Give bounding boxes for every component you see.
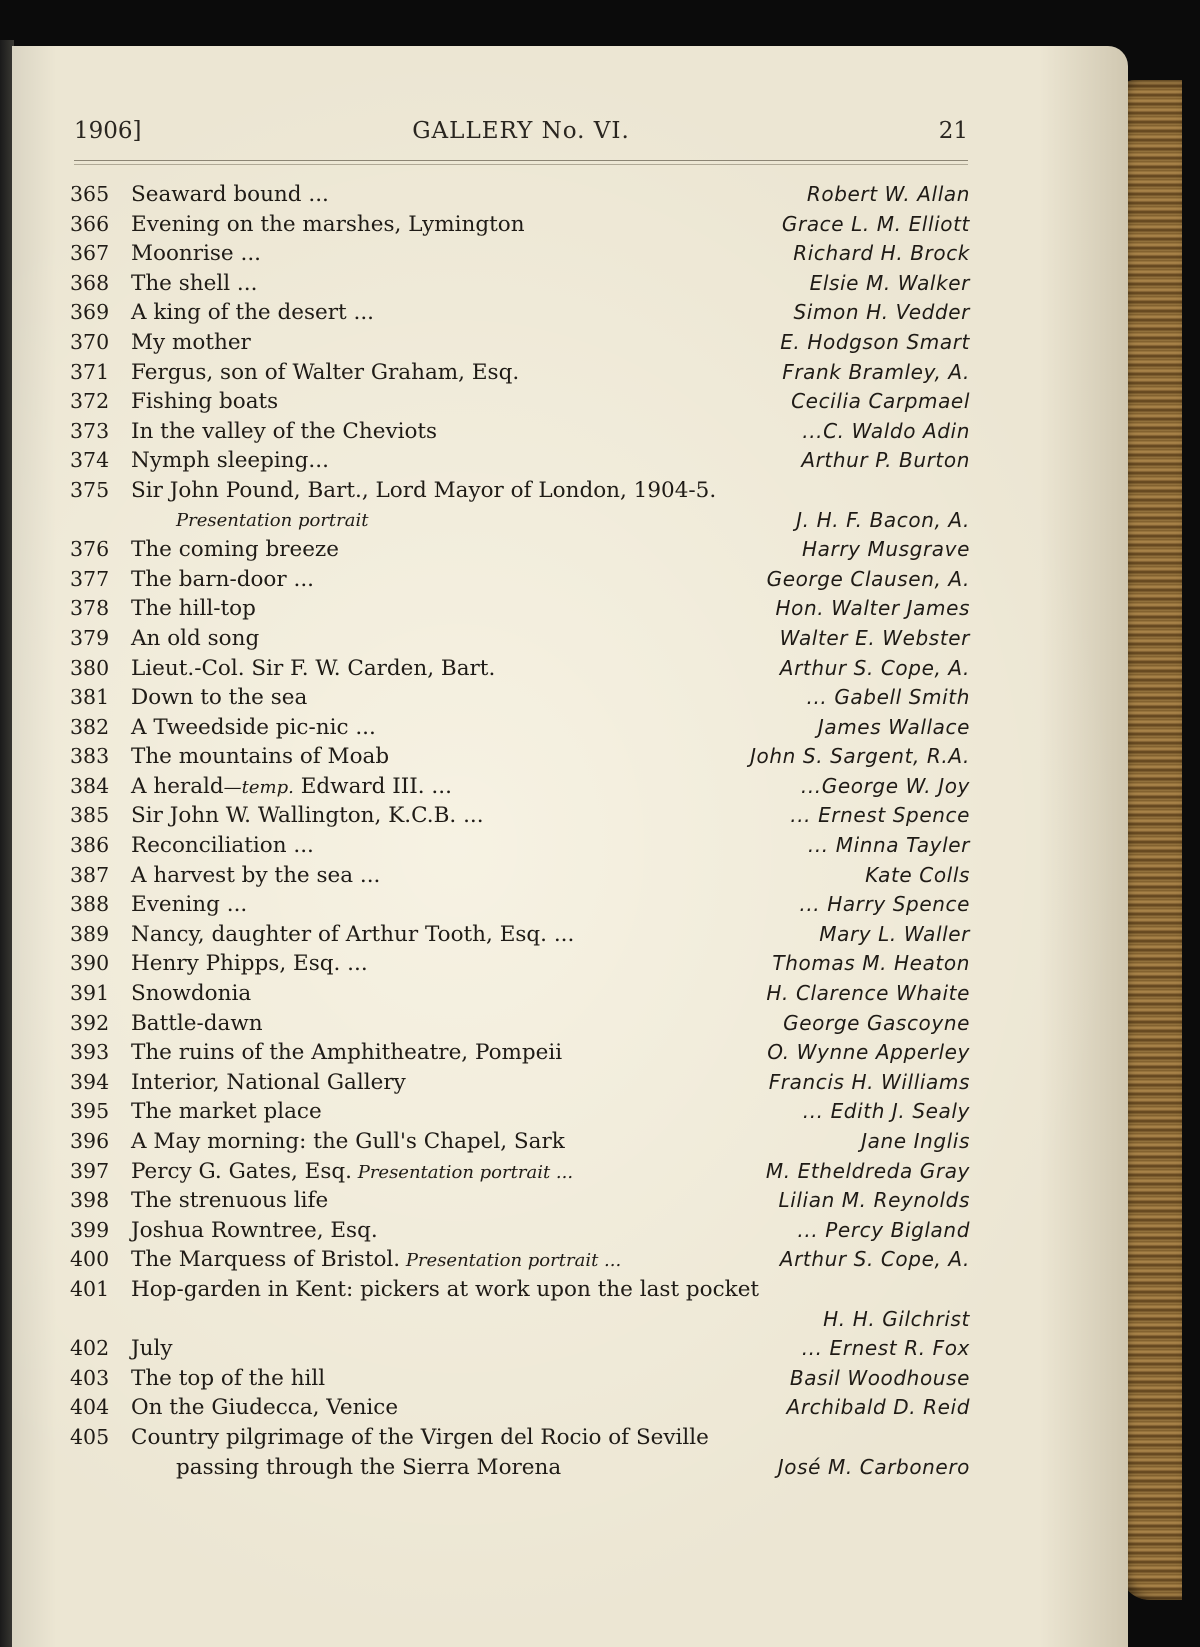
- entry-title: Evening ...: [131, 892, 248, 918]
- catalogue-list: [70, 180, 970, 1482]
- list-item: [70, 1364, 970, 1394]
- entry-title: The hill-top: [131, 596, 256, 622]
- list-item: [70, 417, 970, 447]
- list-item: [70, 1157, 970, 1187]
- entry-subtitle: passing through the Sierra Morena: [176, 1454, 562, 1480]
- list-item: [70, 358, 970, 388]
- entry-artist: Arthur P. Burton: [801, 448, 970, 473]
- entry-title-italic: Presentation portrait ...: [351, 1161, 574, 1183]
- entry-artist: Kate Colls: [865, 862, 970, 887]
- entry-title: Country pilgrimage of the Virgen del Rocio of Seville: [131, 1424, 709, 1450]
- list-item: [70, 890, 970, 920]
- entry-artist: ... Harry Spence: [799, 892, 970, 917]
- list-item: [70, 535, 970, 565]
- entry-artist: Robert W. Allan: [806, 182, 970, 206]
- entry-title: Snowdonia: [131, 981, 252, 1007]
- entry-number: 377: [70, 566, 110, 591]
- header-title: GALLERY No. VI.: [412, 118, 630, 144]
- entry-artist: O. Wynne Apperley: [767, 1040, 970, 1065]
- entry-title: Sir John W. Wallington, K.C.B. ...: [131, 803, 484, 829]
- entry-number: 379: [70, 625, 110, 650]
- list-item: [70, 772, 970, 802]
- entry-artist: Frank Bramley, A.: [782, 359, 970, 384]
- entry-title: The mountains of Moab: [131, 744, 390, 770]
- entry-number: 387: [70, 862, 110, 887]
- entry-title: The top of the hill: [131, 1365, 326, 1391]
- list-item: [70, 1216, 970, 1246]
- list-item: [70, 979, 970, 1009]
- entry-number: 383: [70, 744, 110, 769]
- list-item: [70, 1186, 970, 1216]
- entry-number: 376: [70, 537, 110, 562]
- list-item: [70, 565, 970, 595]
- entry-title: Sir John Pound, Bart., Lord Mayor of London, 1904-5.: [131, 477, 717, 503]
- entry-artist: ...C. Waldo Adin: [802, 418, 970, 443]
- entry-title: Hop-garden in Kent: pickers at work upon the last pocket: [131, 1276, 760, 1302]
- list-item: [70, 476, 970, 506]
- list-item: [70, 683, 970, 713]
- entry-number: 388: [70, 892, 110, 917]
- entry-number: 367: [70, 241, 110, 266]
- list-item: [70, 1393, 970, 1423]
- list-item: [70, 624, 970, 654]
- entry-title: Interior, National Gallery: [131, 1069, 406, 1095]
- header-rule: [74, 160, 968, 161]
- entry-number: 403: [70, 1365, 110, 1390]
- entry-artist: Cecilia Carpmael: [791, 389, 970, 414]
- entry-artist: Arthur S. Cope, A.: [779, 1247, 970, 1272]
- entry-number: 395: [70, 1099, 110, 1124]
- entry-artist: Harry Musgrave: [802, 537, 970, 562]
- entry-number: 390: [70, 951, 110, 976]
- entry-artist: George Gascoyne: [783, 1010, 970, 1035]
- list-item: [70, 1423, 970, 1453]
- entry-artist: George Clausen, A.: [766, 566, 970, 591]
- entry-number: 370: [70, 329, 110, 354]
- entry-title: Nancy, daughter of Arthur Tooth, Esq. ...: [131, 921, 575, 947]
- entry-number: 392: [70, 1010, 110, 1035]
- entry-title: The shell ...: [131, 270, 258, 296]
- entry-artist: ... Ernest R. Fox: [801, 1336, 970, 1361]
- entry-number: 391: [70, 981, 110, 1006]
- entry-title: Moonrise ...: [131, 241, 261, 267]
- entry-title: Evening on the marshes, Lymington: [131, 211, 525, 237]
- entry-number: 396: [70, 1129, 110, 1153]
- entry-artist: Thomas M. Heaton: [772, 951, 970, 976]
- list-item: [70, 1068, 970, 1098]
- entry-number: 393: [70, 1040, 110, 1065]
- entry-number: 404: [70, 1395, 110, 1420]
- list-item: [70, 654, 970, 684]
- entry-number: 399: [70, 1217, 110, 1242]
- entry-number: 382: [70, 714, 110, 739]
- list-item: [70, 298, 970, 328]
- page-number: 21: [938, 118, 968, 144]
- list-item: [70, 713, 970, 743]
- list-item: [70, 1009, 970, 1039]
- entry-title: The strenuous life: [131, 1188, 329, 1214]
- list-item: [70, 446, 970, 476]
- list-item: [70, 328, 970, 358]
- entry-title: Fishing boats: [131, 389, 279, 415]
- entry-number: 401: [70, 1276, 110, 1301]
- list-item: [70, 949, 970, 979]
- list-item: [70, 180, 970, 210]
- entry-number: 373: [70, 418, 110, 443]
- entry-number: 384: [70, 773, 110, 798]
- entry-artist: ... Ernest Spence: [790, 803, 970, 828]
- entry-number: 381: [70, 685, 110, 710]
- list-item: [70, 387, 970, 417]
- running-header: [74, 118, 968, 152]
- entry-title: In the valley of the Cheviots: [131, 418, 438, 444]
- entry-artist: ... Edith J. Sealy: [802, 1099, 970, 1124]
- entry-title-italic: Presentation portrait ...: [400, 1250, 622, 1272]
- entry-artist: Elsie M. Walker: [809, 270, 970, 295]
- entry-artist: H. Clarence Whaite: [766, 981, 970, 1006]
- entry-number: 400: [70, 1247, 110, 1272]
- entry-number: 386: [70, 833, 110, 858]
- entry-title: Fergus, son of Walter Graham, Esq.: [131, 359, 520, 385]
- entry-artist: E. Hodgson Smart: [780, 329, 970, 354]
- entry-title: A herald—temp. Edward III. ...: [131, 773, 452, 799]
- entry-title: My mother: [131, 329, 251, 355]
- entry-title: Henry Phipps, Esq. ...: [131, 951, 368, 977]
- entry-artist: ... Percy Bigland: [797, 1217, 970, 1242]
- entry-number: 394: [70, 1069, 110, 1094]
- entry-title: An old song: [131, 625, 260, 651]
- list-item: [70, 920, 970, 950]
- entry-title: Reconciliation ...: [131, 833, 314, 859]
- entry-title: Percy G. Gates, Esq. Presentation portrait ...: [131, 1158, 574, 1184]
- entry-title: The coming breeze: [131, 537, 339, 563]
- entry-artist: Richard H. Brock: [793, 241, 970, 266]
- entry-title: A king of the desert ...: [131, 300, 374, 326]
- entry-number: 372: [70, 389, 110, 414]
- list-item-continuation: [70, 1305, 970, 1335]
- list-item: [70, 269, 970, 299]
- entry-number: 405: [70, 1424, 110, 1449]
- entry-number: 368: [70, 270, 110, 295]
- entry-artist: Jane Inglis: [861, 1129, 970, 1153]
- entry-title: Lieut.-Col. Sir F. W. Carden, Bart.: [131, 655, 496, 681]
- entry-artist: Arthur S. Cope, A.: [779, 655, 970, 680]
- entry-artist: M. Etheldreda Gray: [765, 1158, 970, 1183]
- entry-artist: Lilian M. Reynolds: [778, 1188, 970, 1213]
- entry-number: 375: [70, 477, 110, 502]
- entry-artist: John S. Sargent, R.A.: [750, 744, 970, 769]
- entry-artist: J. H. F. Bacon, A.: [796, 507, 970, 532]
- entry-artist: Grace L. M. Elliott: [781, 211, 970, 236]
- entry-artist: Simon H. Vedder: [793, 300, 970, 325]
- list-item: [70, 1334, 970, 1364]
- entry-subtitle: Presentation portrait: [176, 509, 369, 531]
- header-year: 1906]: [74, 118, 142, 144]
- header-rule-2: [74, 164, 968, 165]
- entry-title-italic: —temp.: [223, 776, 294, 798]
- entry-artist: José M. Carbonero: [777, 1454, 970, 1479]
- list-item: [70, 594, 970, 624]
- entry-number: 389: [70, 921, 110, 946]
- entry-number: 378: [70, 596, 110, 621]
- list-item: [70, 1127, 970, 1157]
- entry-artist: Mary L. Waller: [819, 921, 970, 946]
- list-item: [70, 239, 970, 269]
- page-edges: [1120, 80, 1182, 1600]
- entry-artist: ... Gabell Smith: [806, 685, 970, 710]
- entry-title: Seaward bound ...: [131, 182, 329, 207]
- list-item: [70, 742, 970, 772]
- entry-artist: Archibald D. Reid: [786, 1395, 970, 1420]
- entry-title: The market place: [131, 1099, 322, 1125]
- entry-title: Joshua Rowntree, Esq.: [131, 1217, 378, 1243]
- entry-number: 366: [70, 211, 110, 236]
- list-item-continuation: [70, 1453, 970, 1483]
- list-item: [70, 861, 970, 891]
- entry-title: A harvest by the sea ...: [131, 862, 381, 888]
- entry-number: 365: [70, 182, 110, 206]
- list-item: [70, 1038, 970, 1068]
- entry-number: 385: [70, 803, 110, 828]
- entry-number: 371: [70, 359, 110, 384]
- entry-artist: H. H. Gilchrist: [823, 1306, 970, 1331]
- entry-artist: ... Minna Tayler: [807, 833, 970, 858]
- entry-number: 380: [70, 655, 110, 680]
- entry-title: Nymph sleeping...: [131, 448, 329, 474]
- list-item: [70, 1097, 970, 1127]
- list-item: [70, 1245, 970, 1275]
- entry-artist: Basil Woodhouse: [789, 1365, 970, 1390]
- entry-number: 374: [70, 448, 110, 473]
- entry-number: 369: [70, 300, 110, 325]
- list-item: [70, 801, 970, 831]
- entry-number: 397: [70, 1158, 110, 1183]
- entry-number: 402: [70, 1336, 110, 1361]
- entry-title: July: [131, 1336, 173, 1362]
- list-item: [70, 831, 970, 861]
- entry-title: The Marquess of Bristol. Presentation portrait ...: [131, 1247, 622, 1273]
- entry-artist: Hon. Walter James: [775, 596, 970, 621]
- entry-title: On the Giudecca, Venice: [131, 1395, 399, 1421]
- list-item: [70, 1275, 970, 1305]
- entry-title: The barn-door ...: [131, 566, 314, 592]
- entry-title: A May morning: the Gull's Chapel, Sark: [131, 1129, 565, 1154]
- list-item: [70, 210, 970, 240]
- list-item-continuation: [70, 506, 970, 536]
- entry-artist: Francis H. Williams: [768, 1069, 970, 1094]
- entry-title: The ruins of the Amphitheatre, Pompeii: [131, 1040, 563, 1066]
- entry-artist: ...George W. Joy: [800, 773, 970, 798]
- entry-number: 398: [70, 1188, 110, 1213]
- entry-artist: James Wallace: [817, 714, 970, 739]
- entry-title: Battle-dawn: [131, 1010, 263, 1036]
- entry-title: Down to the sea: [131, 685, 308, 711]
- entry-artist: Walter E. Webster: [779, 625, 970, 650]
- entry-title: A Tweedside pic-nic ...: [131, 714, 376, 740]
